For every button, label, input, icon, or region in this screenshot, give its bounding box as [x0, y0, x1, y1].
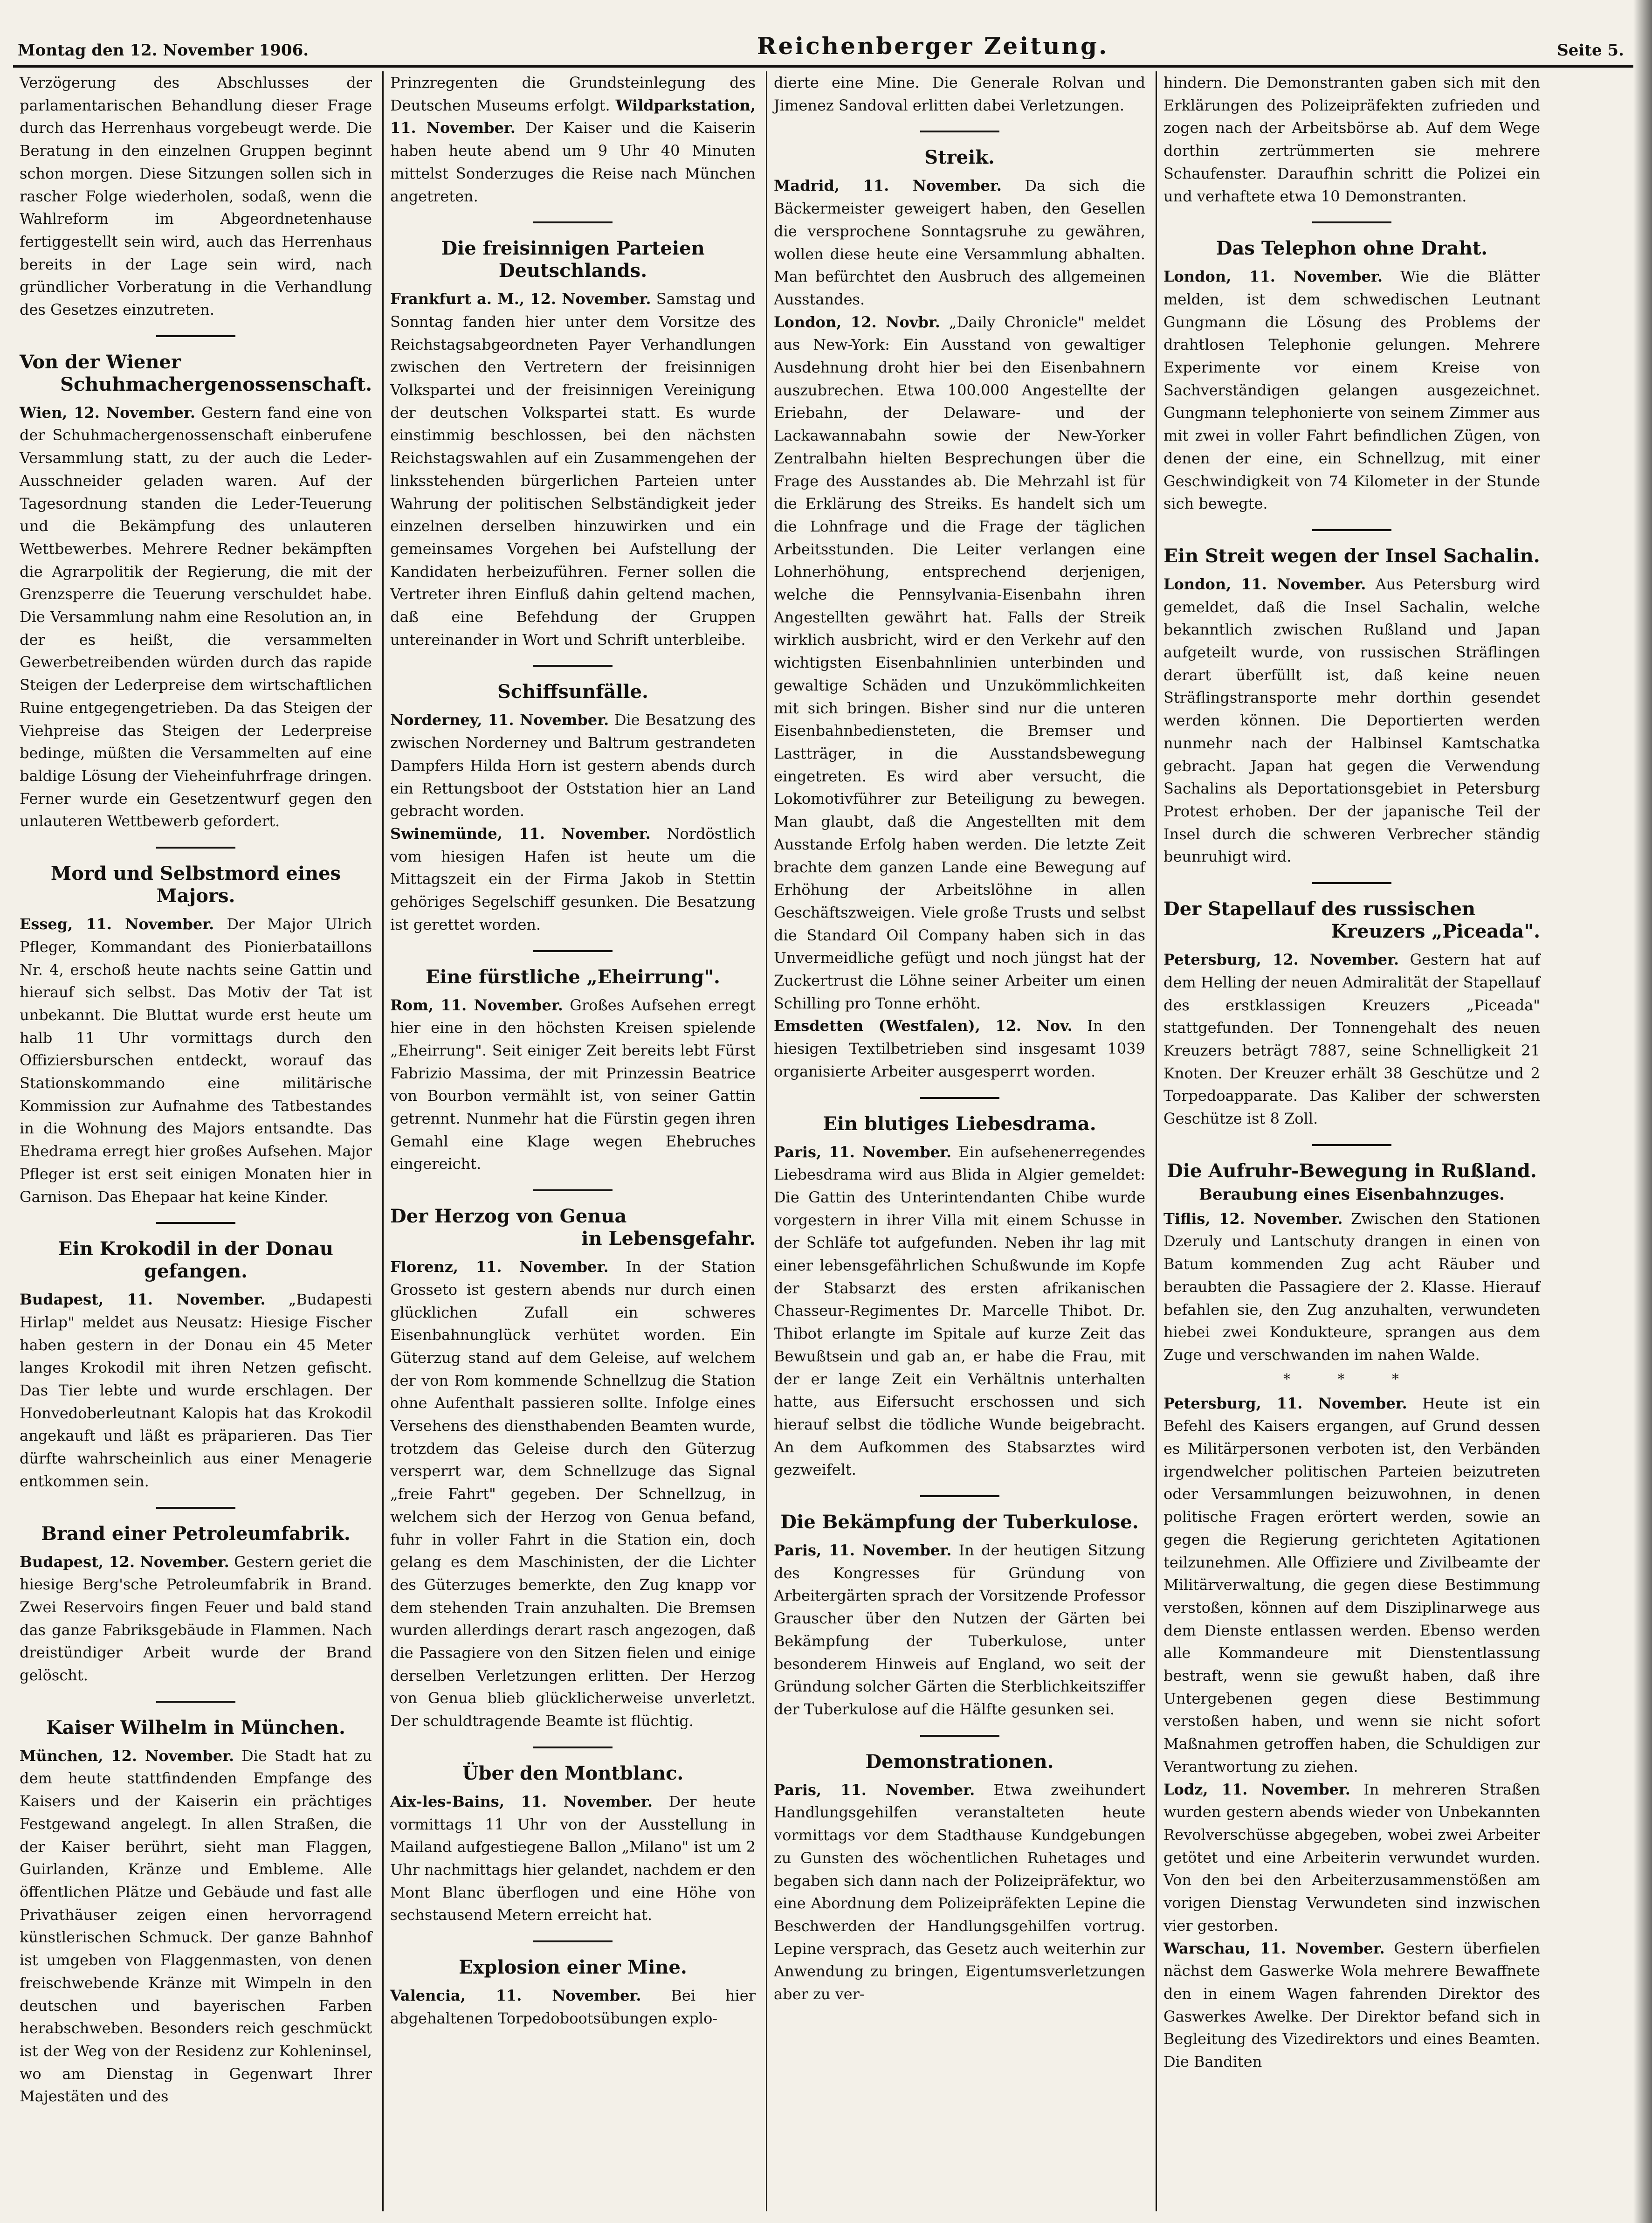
headline-kaiser-wilhelm: Kaiser Wilhelm in München.	[46, 1716, 345, 1739]
dateline: Budapest, 11. November.	[20, 1291, 266, 1309]
article-body: Budapest, 12. November. Gestern geriet die hiesige Berg'sche Petroleumfabrik in Brand. Zwei Reservoirs fingen Feuer und bald stand das ganze Fabriksgebäude in Flammen. Nach dreistündiger Arbeit wurde der Brand gelöscht.	[20, 1553, 372, 1685]
article-continuation: Verzögerung des Abschlusses der parlamentarischen Behandlung dieser Frage durch das Herrenhaus vorgebeugt werde. Die Beratung in den einzelnen Gruppen beginnt schon morgen. Diese Sitzungen sollen sich in rascher Folge wiederholen, sodaß, wenn die Wahlreform im Abgeordnetenhause fertiggestellt sein wird, auch das Herrenhaus bereits in der Lage sein wird, nach gründlicher Vorberatung in die Verhandlung des Gesetzes einzutreten.	[20, 74, 372, 319]
newspaper-title: Reichenberger Zeitung.	[757, 32, 1109, 60]
article-body: Florenz, 11. November. In der Station Grosseto ist gestern abends nur durch einen glücklichen Zufall ein schweres Eisenbahnunglück verhütet worden. Ein Güterzug stand auf dem Geleise, auf welchem der von Rom kommende Schnellzug die Station ohne Aufenthalt passieren sollte. Infolge eines Versehens des diensthabenden Beamten wurde, trotzdem das Geleise durch den Güterzug versperrt war, dem Schnellzuge das Signal „freie Fahrt" gegeben. Der Schnellzug, in welchem sich der Herzog von Genua befand, fuhr in voller Fahrt in die Station ein, doch gelang es dem Maschinisten, der die Lichter des Güterzuges bemerkte, den Zug knapp vor dem stehenden Train anzuhalten. Die Bremsen wurden allerdings derart rasch angezogen, daß die Passagiere von den Sitzen fielen und einige derselben Verletzungen erlitten. Der Herzog von Genua blieb glücklicherweise unverletzt. Der schuldtragende Beamte ist flüchtig.	[390, 1258, 756, 1730]
column-1	[13, 71, 384, 2211]
article-body: Madrid, 11. November. Da sich die Bäckermeister geweigert haben, den Gesellen die versprochene Sonntagsruhe zu gewähren, wollen diese heute eine Versammlung abhalten. Man befürchtet den Ausbruch des allgemeinen Ausstandes.	[774, 177, 1146, 308]
article-continuation: hindern. Die Demonstranten gaben sich mit den Erklärungen des Polizeipräfekten zufrieden und zogen nach der Arbeitsbörse ab. Auf dem Wege dorthin zertrümmerten sie mehrere Schaufenster. Daraufhin schritt die Polizei ein und verhaftete etwa 10 Demonstranten.	[1163, 74, 1540, 205]
dateline: London, 11. November.	[1163, 268, 1383, 286]
article-body: Wien, 12. November. Gestern fand eine von der Schuhmachergenossenschaft einberufene Versammlung statt, zu der auch die Leder-Ausschneider geladen waren. Auf der Tagesordnung standen die Leder-Teuerung und die Bekämpfung des unlauteren Wettbewerbes. Mehrere Redner bekämpften die Agrarpolitik der Regierung, die mit der Grenzsperre die Teuerung verschuldet habe. Die Versammlung nahm eine Resolution an, in der es heißt, die versammelten Gewerbetreibenden würden durch das rapide Steigen der Lederpreise dem wirtschaftlichen Ruine entgegengetrieben. Da das Steigen der Viehpreise das Steigen der Lederpreise bedinge, müßten die Versammelten auf eine baldige Lösung der Vieheinfuhrfrage dringen. Ferner wurde ein Gesetzentwurf gegen den unlauteren Wettbewerb gefordert.	[20, 403, 372, 830]
divider	[920, 1495, 999, 1497]
divider	[533, 221, 613, 223]
article-body: Swinemünde, 11. November. Nordöstlich vom hiesigen Hafen ist heute um die Mittagszeit ein der Firma Jakob in Stettin gehöriges Segelschiff gesunken. Die Besatzung ist gerettet worden.	[390, 824, 756, 933]
divider	[533, 1189, 613, 1191]
article-body: London, 11. November. Aus Petersburg wird gemeldet, daß die Insel Sachalin, welche bekanntlich zwischen Rußland und Japan aufgeteilt wurde, von russischen Sträflingen derart überfüllt ist, daß keine neuen Sträflingstransporte mehr dorthin gesendet werden können. Die Deportierten werden nunmehr nach der Halbinsel Kamtschatka gebracht. Japan hat gegen die Verwendung Sachalins als Deportationsgebiet in Petersburg Protest erhoben. Der der japanische Teil der Insel durch die schweren Verbrecher ständig beunruhigt wird.	[1163, 575, 1541, 866]
dateline: Budapest, 12. November.	[20, 1553, 229, 1571]
dateline: Frankfurt a. M., 12. November.	[390, 290, 651, 308]
dateline: Valencia, 11. November.	[390, 1987, 641, 2005]
divider	[156, 847, 235, 849]
page-number: Seite 5.	[1557, 41, 1624, 60]
divider	[156, 1507, 235, 1509]
divider	[920, 1097, 999, 1099]
subheadline: Beraubung eines Eisenbahnzuges.	[1199, 1185, 1505, 1204]
divider	[156, 1701, 235, 1703]
headline-eheirrung: Eine fürstliche „Eheirrung".	[426, 966, 720, 988]
article-body: Paris, 11. November. Ein aufsehenerregendes Liebesdrama wird aus Blida in Algier gemeldet: Die Gattin des Unterintendanten Chibe wurde vorgestern in ihrer Villa mit einem Schusse in der Schläfe tot aufgefunden. Neben ihr lag mit einer lebensgefährlichen Schußwunde im Kopfe der Stabsarzt des ersten afrikanischen Chasseur-Regimentes Dr. Marcelle Thibot. Dr. Thibot erlangte im Spitale auf kurze Zeit das Bewußtsein und gab an, er habe die Frau, mit der er lange Zeit ein Verhältnis unterhalten hatte, aus Eifersucht erschossen und sich hierauf selbst die tödliche Wunde beigebracht. An dem Aufkommen des Stabsarztes wird gezweifelt.	[774, 1143, 1146, 1479]
article-body: Paris, 11. November. In der heutigen Sitzung des Kongresses für Gründung von Arbeitergärten sprach der Vorsitzende Professor Grauscher über den Nutzen der Gärten bei Bekämpfung der Tuberkulose, unter besonderem Hinweis auf England, wo seit der Gründung solcher Gärten die Sterblichkeitsziffer der Tuberkulose auf die Hälfte gesunken sei.	[774, 1541, 1146, 1718]
dateline: Wildparkstation, 11. November.	[390, 96, 756, 137]
article-body: Petersburg, 12. November. Gestern hat auf dem Helling der neuen Admiralität der Stapellauf des erstklassigen Kreuzers „Piceada" stattgefunden. Der Tonnengehalt des neuen Kreuzers beträgt 7887, seine Schnelligkeit 21 Knoten. Der Kreuzer erhält 38 Geschütze und 2 Torpedoapparate. Das Kaliber der schwersten Geschütze ist 8 Zoll.	[1163, 951, 1541, 1128]
dateline: London, 12. Novbr.	[774, 313, 940, 331]
article-body: München, 12. November. Die Stadt hat zu dem heute stattfindenden Empfange des Kaisers und der Kaiserin ein prächtiges Festgewand angelegt. In allen Straßen, die der Kaiser berührt, sieht man Flaggen, Guirlanden, Kränze und Embleme. Alle öffentlichen Plätze und Gebäude und fast alle Privathäuser zeigen einen hervorragend künstlerischen Schmuck. Der ganze Bahnhof ist umgeben von Flaggenmasten, von denen freischwebende Kränze mit Wimpeln in den deutschen und bayerischen Farben herabschweben. Besonders reich geschmückt ist der Weg von der Residenz zur Kohleninsel, wo am Dienstag in Gegenwart Ihrer Majestäten und des	[20, 1747, 372, 2106]
divider	[156, 1222, 235, 1224]
headline-schiffsunfaelle: Schiffsunfälle.	[497, 681, 648, 703]
scan-edge-shadow	[1633, 0, 1652, 2223]
article-body: London, 12. Novbr. „Daily Chronicle" meldet aus New-York: Ein Ausstand von gewaltiger Ausdehnung droht hier bei den Eisenbahnern auszubrechen. Etwa 100.000 Angestellte der Eriebahn, der Delaware- und der Lackawannabahn sowie der New-Yorker Zentralbahn hielten Besprechungen über die Frage des Ausstandes ab. Die Mehrzahl ist für die Erklärung des Streiks. Es handelt sich um die Lohnfrage und die Frage der täglichen Arbeitsstunden. Die Leiter verlangen eine Lohnerhöhung, entsprechend derjenigen, welche die Pennsylvania-Eisenbahn ihren Angestellten gewährt hat. Falls der Streik wirklich ausbricht, wird er den Verkehr auf den wichtigsten Eisenbahnlinien unterbinden und gewaltige Schäden und Unzukömmlichkeiten mit sich bringen. Bisher sind nur die unteren Eisenbahnbediensteten, die Bremser und Lastträger, in die Ausstandsbewegung eingetreten. Es wird aber versucht, die Lokomotivführer zur Beteiligung zu bewegen. Man glaubt, daß die Angestellten mit dem Ausstande Erfolg haben werden. Die letzte Zeit brachte dem ganzen Lande eine Bewegung auf Erhöhung der Arbeitslöhne in allen Geschäftszweigen. Viele große Trusts und selbst die Standard Oil Company haben sich in das Unvermeidliche gefügt und noch jüngst hat der Zuckertrust die Löhne seiner Arbeiter um einen Schilling pro Tonne erhöht.	[774, 313, 1146, 1012]
column-4	[1157, 71, 1550, 2211]
headline-montblanc: Über den Montblanc.	[462, 1762, 684, 1784]
headline-explosion: Explosion einer Mine.	[459, 1956, 687, 1979]
dateline: Lodz, 11. November.	[1163, 1780, 1350, 1798]
article-body: Rom, 11. November. Großes Aufsehen erregt hier eine in den höchsten Kreisen spielende „Eheirrung". Seit einiger Zeit bereits lebt Fürst Fabrizio Massima, der mit Prinzessin Beatrice von Bourbon vermählt ist, von seiner Gattin getrennt. Nunmehr hat die Fürstin gegen ihren Gemahl eine Klage wegen Ehebruches eingereicht.	[390, 996, 756, 1173]
dateline: Paris, 11. November.	[774, 1541, 952, 1560]
column-2	[384, 71, 767, 2211]
headline-sachalin: Ein Streit wegen der Insel Sachalin.	[1163, 545, 1540, 567]
article-body: Emsdetten (Westfalen), 12. Nov. In den hiesigen Textilbetrieben sind insgesamt 1039 organisierte Arbeiter ausgesperrt worden.	[774, 1017, 1145, 1080]
dateline: Wien, 12. November.	[20, 403, 195, 421]
column-3	[767, 71, 1157, 2211]
divider	[1312, 529, 1391, 531]
headline-krokodil: Ein Krokodil in der Donau gefangen.	[58, 1238, 333, 1283]
headline-liebesdrama: Ein blutiges Liebesdrama.	[823, 1112, 1096, 1135]
article-body: Tiflis, 12. November. Zwischen den Stationen Dzeruly und Lantschuty drangen in einen von Batum kommenden Zug acht Räuber und beraubten die Passagiere der 2. Klasse. Hierauf befahlen sie, den Zug anzuhalten, verwundeten hiebei zwei Kondukteure, sprangen aus dem Zuge und verschwanden im nahen Walde.	[1163, 1209, 1541, 1364]
divider	[920, 131, 999, 132]
headline-stapellauf: Der Stapellauf des russischen Kreuzers „Piceada".	[1163, 898, 1540, 943]
article-columns	[13, 71, 1633, 2211]
dateline: Paris, 11. November.	[774, 1143, 952, 1161]
headline-aufruhr: Die Aufruhr-Bewegung in Rußland.	[1167, 1160, 1537, 1182]
issue-date: Montag den 12. November 1906.	[18, 41, 309, 60]
headline-mord: Mord und Selbstmord eines Majors.	[50, 863, 341, 907]
dateline: Tiflis, 12. November.	[1163, 1209, 1343, 1228]
dateline: Paris, 11. November.	[774, 1781, 975, 1799]
dateline: Warschau, 11. November.	[1163, 1939, 1385, 1957]
article-body: Esseg, 11. November. Der Major Ulrich Pfleger, Kommandant des Pionierbataillons Nr. 4, erschoß heute nachts seine Gattin und hierauf sich selbst. Das Motiv der Tat ist unbekannt. Die Bluttat wurde erst heute um halb 11 Uhr vormittags durch den Offiziersburschen entdeckt, worauf das Stationskommando eine militärische Kommission zur Aufnahme des Tatbestandes in die Wohnung des Majors entsandte. Das Ehedrama erregt hier großes Aufsehen. Major Pfleger ist erst seit einigen Monaten hier in Garnison. Das Ehepaar hat keine Kinder.	[20, 915, 372, 1206]
headline-streik: Streik.	[924, 146, 995, 169]
divider	[533, 950, 613, 952]
headline-schuhmacher: Von der Wiener Schuhmachergenossenschaft.	[20, 351, 372, 395]
article-continuation: Prinzregenten die Grundsteinlegung des Deutschen Museums erfolgt. Wildparkstation, 11. November. Der Kaiser und die Kaiserin haben heute abend um 9 Uhr 40 Minuten mittelst Sonderzuges die Reise nach München angetreten.	[390, 74, 756, 205]
divider	[1312, 221, 1391, 223]
divider	[1312, 882, 1391, 884]
dateline: London, 11. November.	[1163, 575, 1366, 593]
dateline: Emsdetten (Westfalen), 12. Nov.	[774, 1017, 1073, 1035]
headline-herzog-genua: Der Herzog von Genua in Lebensgefahr.	[390, 1205, 756, 1250]
headline-petroleum: Brand einer Petroleumfabrik.	[41, 1522, 351, 1545]
article-body: Frankfurt a. M., 12. November. Samstag und Sonntag fanden hier unter dem Vorsitze des Reichstagsabgeordneten Payer Verhandlungen zwischen den Vertretern der freisinnigen Volkspartei und der freisinnigen Vereinigung der deutschen Volkspartei statt. Es wurde einstimmig beschlossen, bei den nächsten Reichstagswahlen auf ein Zusammengehen der linksstehenden bürgerlichen Parteien unter Wahrung der politischen Selbständigkeit jeder einzelnen derselben hinzuwirken und ein gemeinsames Vorgehen bei Aufstellung der Kandidaten herbeizuführen. Ferner sollen die Vertreter ihren Einfluß dahin geltend machen, daß eine Befehdung der Gruppen untereinander in Wort und Schrift unterbleibe.	[390, 290, 756, 649]
divider	[920, 1735, 999, 1737]
dateline: München, 12. November.	[20, 1747, 234, 1765]
headline-freisinnige: Die freisinnigen Parteien Deutschlands.	[441, 237, 705, 282]
dateline: Florenz, 11. November.	[390, 1258, 609, 1276]
headline-demonstrationen: Demonstrationen.	[865, 1750, 1054, 1773]
dateline: Norderney, 11. November.	[390, 711, 609, 729]
article-body: Aix-les-Bains, 11. November. Der heute vormittags 11 Uhr von der Ausstellung in Mailand aufgestiegene Ballon „Milano" ist um 2 Uhr nachmittags hier gelandet, nachdem er den Mont Blanc überflogen und eine Höhe von sechstausend Metern erreicht hat.	[390, 1792, 756, 1924]
dateline: Aix-les-Bains, 11. November.	[390, 1792, 653, 1810]
headline-telephon: Das Telephon ohne Draht.	[1216, 237, 1488, 260]
masthead	[13, 33, 1633, 68]
section-separator: * * *	[1283, 1371, 1421, 1388]
dateline: Madrid, 11. November.	[774, 177, 1002, 195]
divider	[156, 335, 235, 337]
article-body: Warschau, 11. November. Gestern überfielen nächst dem Gaswerke Wola mehrere Bewaffnete den in einem Wagen fahrenden Direktor des Gaswerkes Awelke. Der Direktor befand sich in Begleitung des Vizedirektors und eines Beamten. Die Banditen	[1163, 1939, 1541, 2071]
headline-tuberkulose: Die Bekämpfung der Tuberkulose.	[780, 1511, 1139, 1533]
divider	[533, 1747, 613, 1748]
dateline: Petersburg, 11. November.	[1163, 1394, 1407, 1412]
divider	[533, 665, 613, 667]
article-body: Valencia, 11. November. Bei hier abgehaltenen Torpedobootsübungen explo-	[390, 1987, 756, 2027]
divider	[533, 1940, 613, 1942]
dateline: Esseg, 11. November.	[20, 915, 214, 933]
article-continuation: dierte eine Mine. Die Generale Rolvan und Jimenez Sandoval erlitten dabei Verletzungen.	[774, 74, 1145, 114]
article-body: London, 11. November. Wie die Blätter melden, ist dem schwedischen Leutnant Gungmann die Lösung des Problems der drahtlosen Telephonie gelungen. Mehrere Experimente vor einem Kreise von Sachverständigen gelangen ausgezeichnet. Gungmann telephonierte von seinem Zimmer aus mit zwei in voller Fahrt befindlichen Zügen, von denen der eine, ein Schnellzug, mit einer Geschwindigkeit von 74 Kilometer in der Stunde sich bewegte.	[1163, 268, 1541, 513]
article-body: Petersburg, 11. November. Heute ist ein Befehl des Kaisers ergangen, auf Grund dessen es Militärpersonen verboten ist, den Verbänden irgendwelcher politischen Parteien beizutreten oder Versammlungen beizuwohnen, in denen politische Fragen erörtert werden, sowie an gegen die Regierung gerichteten Agitationen teilzunehmen. Alle Offiziere und Zivilbeamte der Militärverwaltung, die gegen diese Bestimmung verstoßen, können auf dem Disziplinarwege aus dem Dienste entlassen werden. Ebenso werden alle Kommandeure mit Dienstentlassung bestraft, wenn sie gewußt haben, daß ihre Untergebenen gegen diese Bestimmung verstoßen haben, und wenn sie nicht sofort Maßnahmen getroffen haben, die Schuldigen zur Verantwortung zu ziehen.	[1163, 1394, 1541, 1775]
divider	[1312, 1144, 1391, 1146]
article-body: Norderney, 11. November. Die Besatzung des zwischen Norderney und Baltrum gestrandeten Dampfers Hilda Horn ist gestern abends durch ein Rettungsboot der Oststation hier an Land gebracht worden.	[390, 711, 756, 820]
dateline: Petersburg, 12. November.	[1163, 951, 1399, 969]
dateline: Rom, 11. November.	[390, 996, 563, 1014]
article-body: Paris, 11. November. Etwa zweihundert Handlungsgehilfen veranstalteten heute vormittags vor dem Stadthause Kundgebungen zu Gunsten des wöchentlichen Ruhetages und begaben sich dann nach der Polizeipräfektur, wo eine Abordnung dem Polizeipräfekten Lepine die Beschwerden der Handlungsgehilfen vortrug. Lepine versprach, das Gesetz auch weiterhin zur Anwendung zu bringen, Eigentumsverletzungen aber zu ver-	[774, 1781, 1145, 2003]
article-body: Budapest, 11. November. „Budapesti Hirlap" meldet aus Neusatz: Hiesige Fischer haben gestern in der Donau ein 45 Meter langes Krokodil mit ihren Netzen gefischt. Das Tier lebte und wurde erschlagen. Der Honvedoberleutnant Kalopis hat das Krokodil angekauft und läßt es präparieren. Das Tier dürfte wahrscheinlich aus einer Menagerie entkommen sein.	[20, 1291, 372, 1490]
dateline: Swinemünde, 11. November.	[390, 824, 651, 842]
article-body: Lodz, 11. November. In mehreren Straßen wurden gestern abends wieder von Unbekannten Revolverschüsse abgegeben, wobei zwei Arbeiter getötet und eine Arbeiterin verwundet wurden. Von den bei den Arbeiterzusammenstößen am vorigen Dienstag Verwundeten sind inzwischen vier gestorben.	[1163, 1780, 1541, 1934]
